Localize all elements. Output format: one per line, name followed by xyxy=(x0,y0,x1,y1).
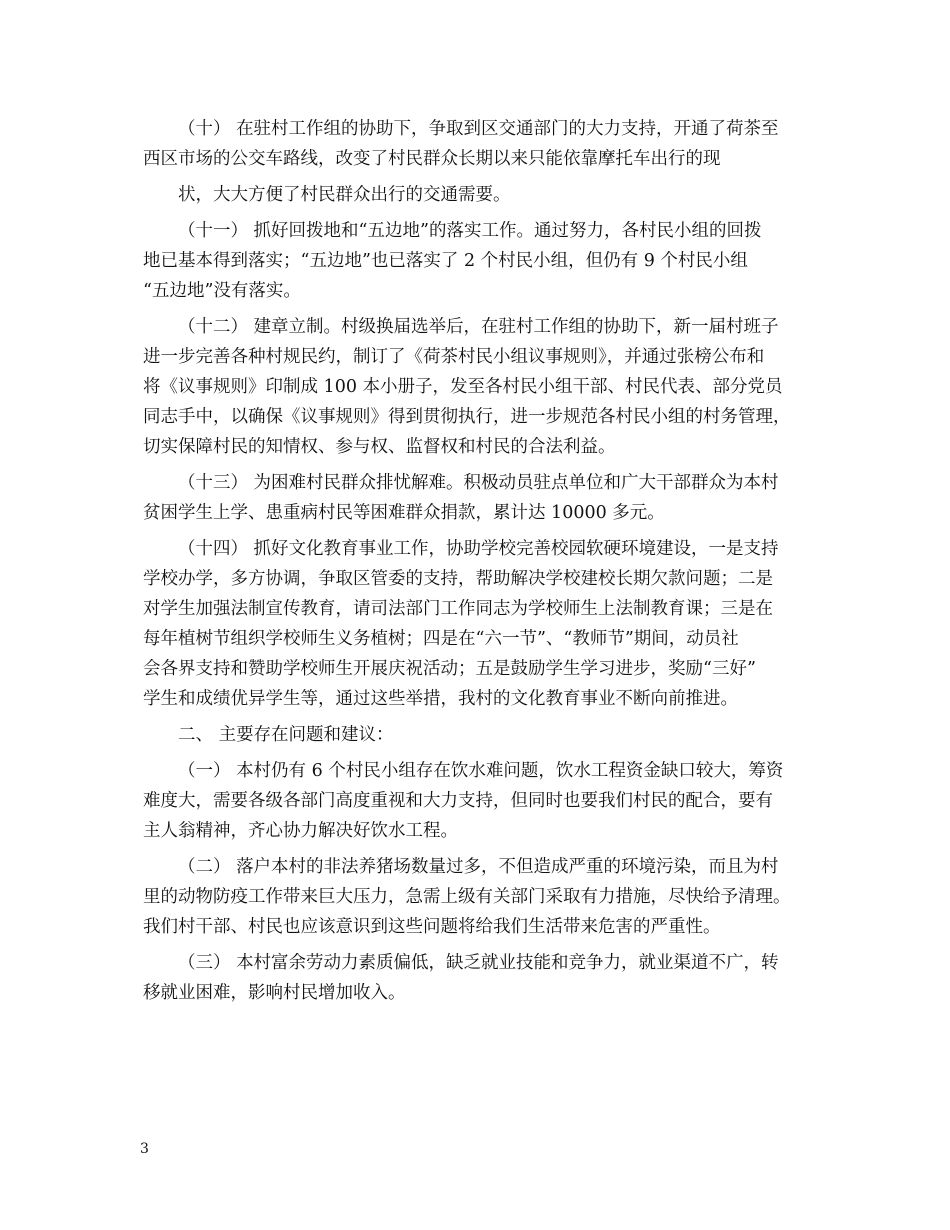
paragraph-line: （十四） 抓好文化教育事业工作，协助学校完善校园软硬环境建设，一是支持 xyxy=(178,539,779,559)
paragraph xyxy=(143,114,833,174)
document-body xyxy=(143,114,833,1014)
paragraph-line: 贫困学生上学、患重病村民等困难群众捐款，累计达 10000 多元。 xyxy=(143,503,665,523)
paragraph xyxy=(143,534,833,714)
paragraph xyxy=(143,756,833,846)
paragraph-line: “五边地”没有落实。 xyxy=(143,281,301,301)
paragraph xyxy=(143,948,833,1008)
paragraph-line: 对学生加强法制宣传教育，请司法部门工作同志为学校师生上法制教育课；三是在 xyxy=(143,599,773,619)
paragraph xyxy=(143,312,833,462)
paragraph-line: 同志手中，以确保《议事规则》得到贯彻执行，进一步规范各村民小组的村务管理， xyxy=(143,407,791,427)
paragraph xyxy=(143,468,833,528)
page-number: 3 xyxy=(140,1141,149,1157)
paragraph-line: 西区市场的公交车路线，改变了村民群众长期以来只能依靠摩托车出行的现 xyxy=(143,149,721,169)
paragraph xyxy=(143,180,833,210)
paragraph-line: （十三） 为困难村民群众排忧解难。积极动员驻点单位和广大干部群众为本村 xyxy=(178,473,779,493)
paragraph-line: 主人翁精神，齐心协力解决好饮水工程。 xyxy=(143,821,458,841)
paragraph-line: （二） 落户本村的非法养猪场数量过多，不但造成严重的环境污染，而且为村 xyxy=(178,857,779,877)
paragraph-line: 里的动物防疫工作带来巨大压力，急需上级有关部门采取有力措施，尽快给予清理。 xyxy=(143,887,791,907)
paragraph-line: （十二） 建章立制。村级换届选举后，在驻村工作组的协助下，新一届村班子 xyxy=(178,317,779,337)
paragraph-line: 我们村干部、村民也应该意识到这些问题将给我们生活带来危害的严重性。 xyxy=(143,917,721,937)
paragraph-line: （一） 本村仍有 6 个村民小组存在饮水难问题，饮水工程资金缺口较大，筹资 xyxy=(178,761,784,781)
paragraph-line: 状，大大方便了村民群众出行的交通需要。 xyxy=(178,185,511,205)
paragraph-line: （三） 本村富余劳动力素质偏低，缺乏就业技能和竞争力，就业渠道不广，转 xyxy=(178,953,779,973)
paragraph-gap xyxy=(143,1008,833,1014)
paragraph-line: 地已基本得到落实；“五边地”也已落实了 2 个村民小组，但仍有 9 个村民小组 xyxy=(143,251,748,271)
paragraph-line: （十） 在驻村工作组的协助下，争取到区交通部门的大力支持，开通了荷茶至 xyxy=(178,119,779,139)
paragraph-line: 会各界支持和赞助学校师生开展庆祝活动；五是鼓励学生学习进步，奖励“三好” xyxy=(143,659,756,679)
paragraph-line: 每年植树节组织学校师生义务植树；四是在“六一节”、“教师节”期间，动员社 xyxy=(143,629,739,649)
paragraph xyxy=(143,852,833,942)
paragraph-line: 学生和成绩优异学生等，通过这些举措，我村的文化教育事业不断向前推进。 xyxy=(143,689,738,709)
paragraph xyxy=(143,216,833,306)
paragraph-line: 移就业困难，影响村民增加收入。 xyxy=(143,983,406,1003)
paragraph xyxy=(143,720,833,750)
paragraph-line: 进一步完善各种村规民约，制订了《荷茶村民小组议事规则》，并通过张榜公布和 xyxy=(143,347,765,367)
paragraph-line: 切实保障村民的知情权、参与权、监督权和村民的合法利益。 xyxy=(143,437,616,457)
paragraph-line: 学校办学，多方协调，争取区管委的支持，帮助解决学校建校长期欠款问题；二是 xyxy=(143,569,773,589)
paragraph-line: （十一） 抓好回拨地和“五边地”的落实工作。通过努力，各村民小组的回拨 xyxy=(178,221,762,241)
paragraph-line: 二、 主要存在问题和建议： xyxy=(178,725,394,745)
paragraph-line: 将《议事规则》印制成 100 本小册子，发至各村民小组干部、村民代表、部分党员 xyxy=(143,377,783,397)
paragraph-line: 难度大，需要各级各部门高度重视和大力支持，但同时也要我们村民的配合，要有 xyxy=(143,791,773,811)
